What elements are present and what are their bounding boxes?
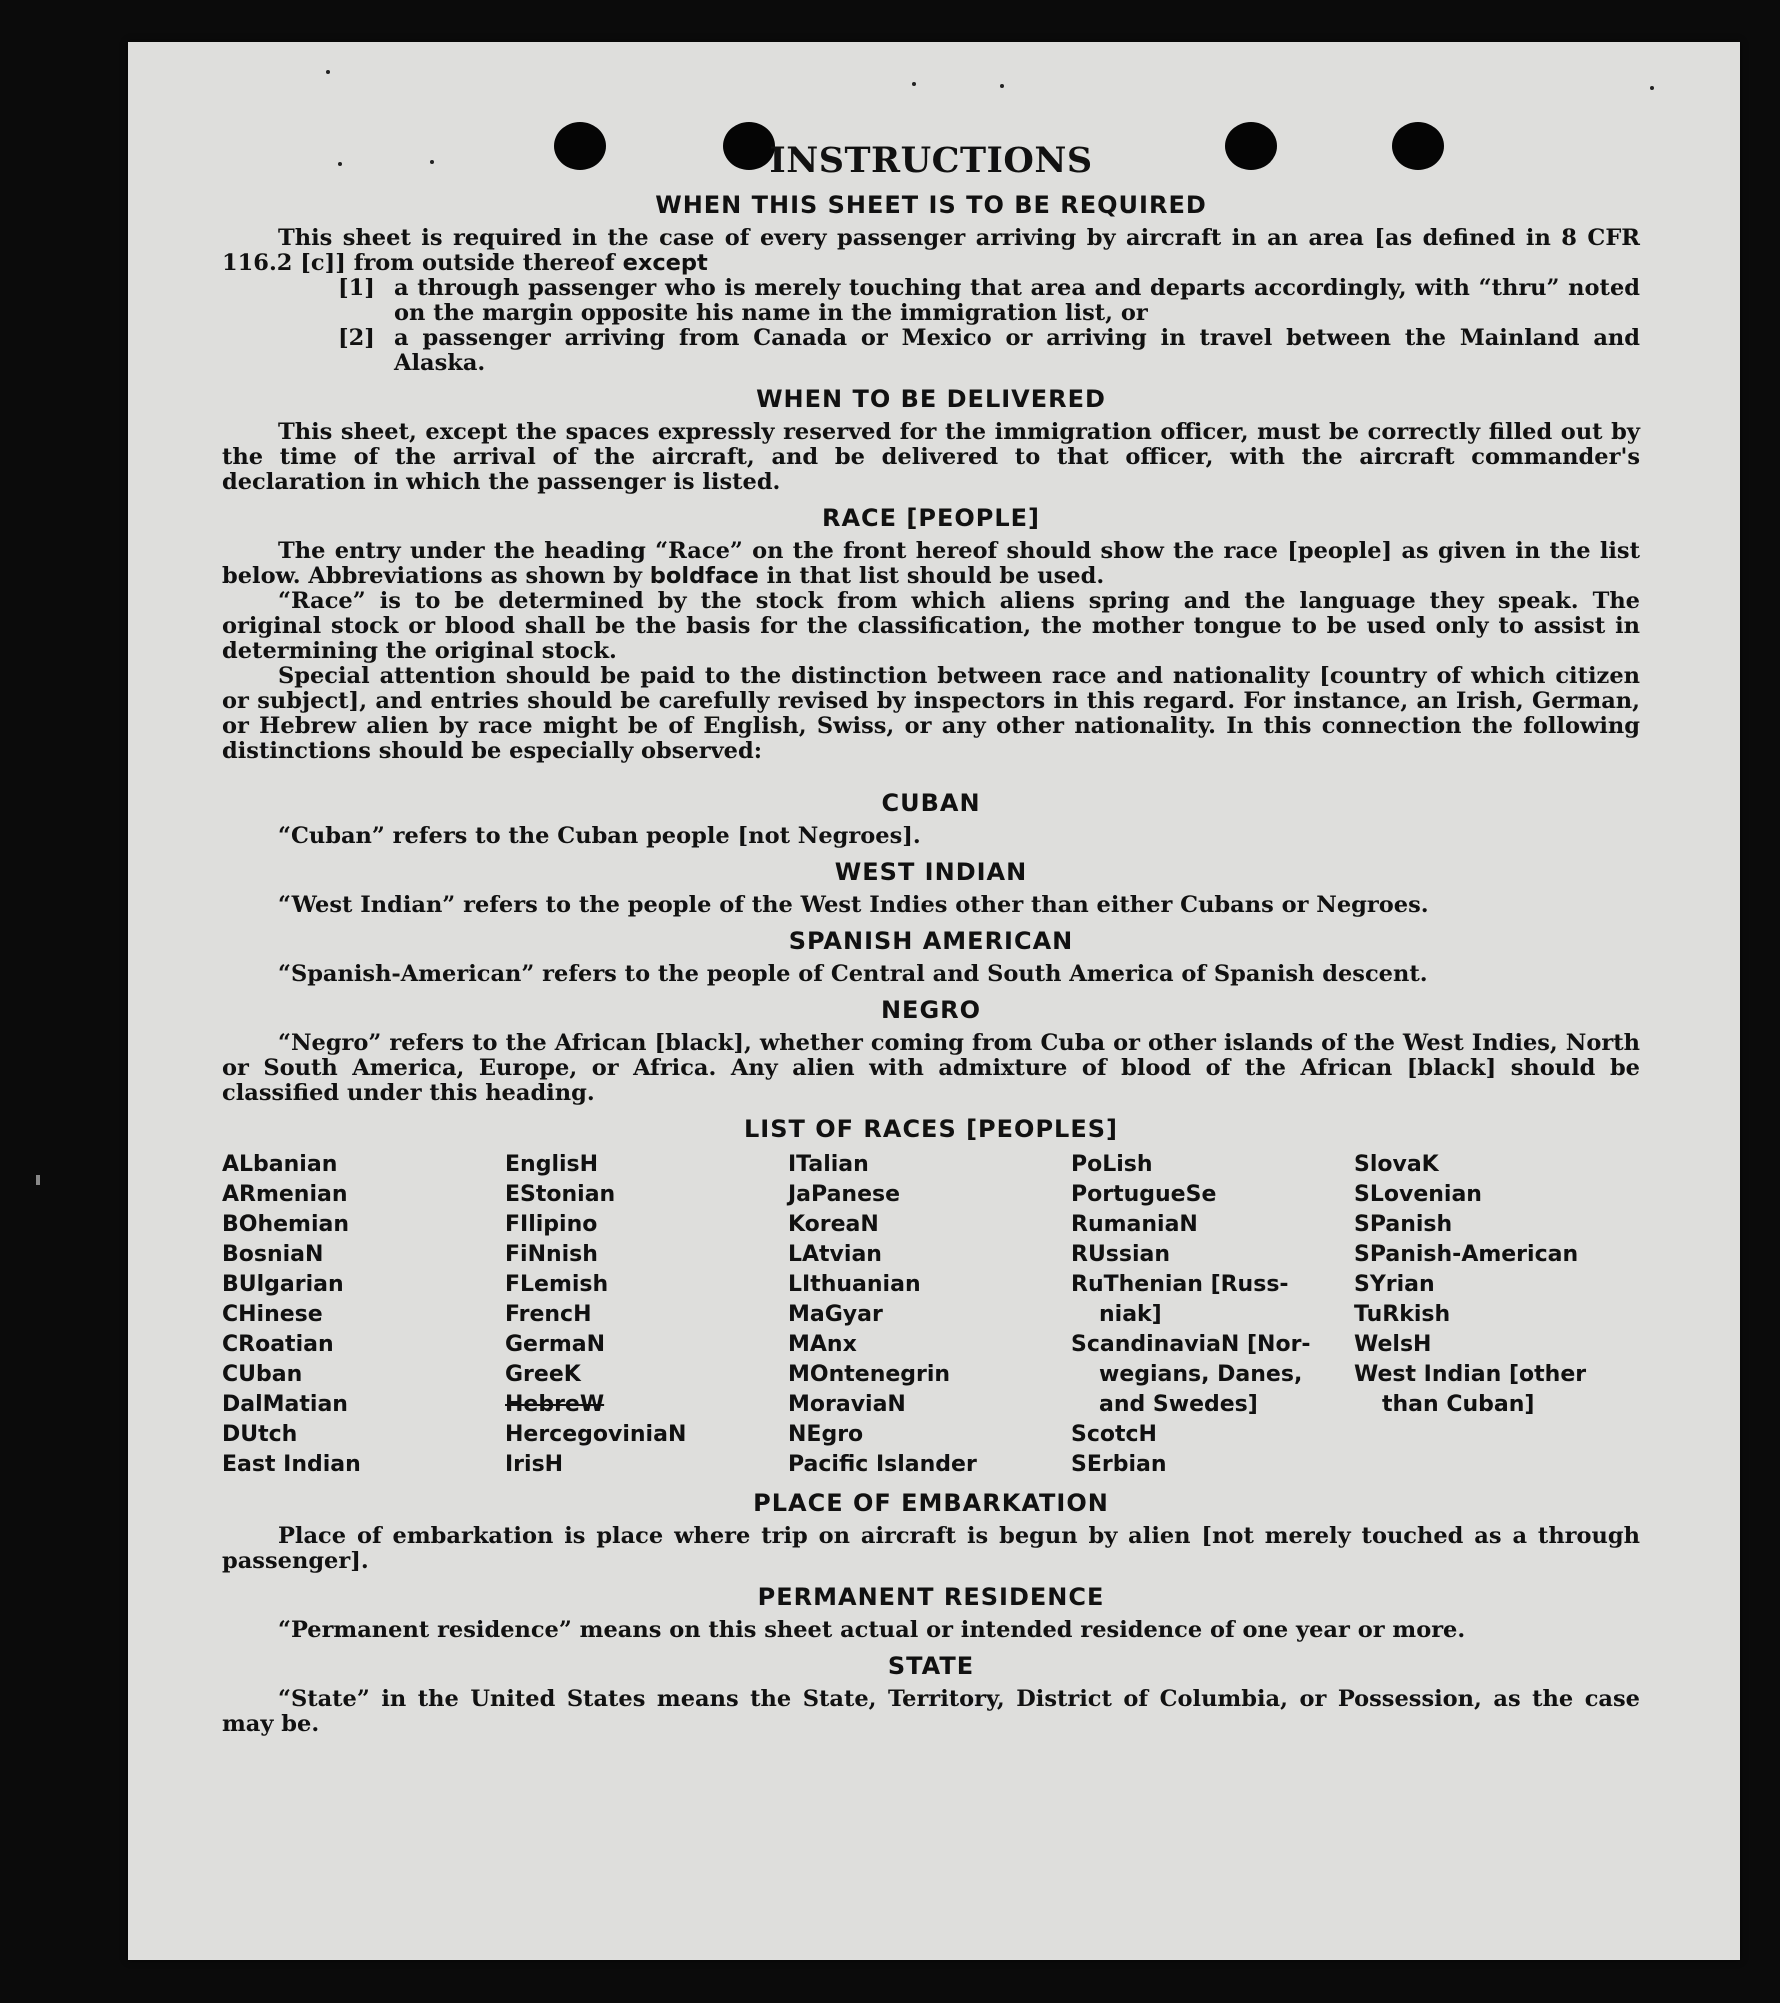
heading-state: STATE [887, 1652, 975, 1680]
race-entry: ARmenian [222, 1182, 348, 1207]
race-entry: LAtvian [788, 1242, 882, 1267]
race-entry: LIthuanian [788, 1272, 921, 1297]
race-entry-continued: wegians, Danes, [1099, 1362, 1303, 1387]
race-entry: PoLish [1071, 1152, 1153, 1177]
embarkation-text: Place of embarkation is place where trip on aircraft is begun by alien [not merely touched as a through passenger]. [222, 1523, 1640, 1574]
page-title: INSTRUCTIONS [769, 140, 1093, 181]
race-entry: JaPanese [788, 1182, 901, 1207]
heading-spanish-american: SPANISH AMERICAN [788, 927, 1074, 955]
exception-item [338, 326, 1640, 376]
race-entry: SLovenian [1354, 1182, 1482, 1207]
heading-list-of-races: LIST OF RACES [PEOPLES] [744, 1115, 1118, 1143]
race-entry: RumaniaN [1071, 1212, 1198, 1237]
race-list [222, 1150, 1640, 1480]
exception-number: [1] [338, 275, 375, 301]
race-entry: SPanish [1354, 1212, 1453, 1237]
race-entry: SYrian [1354, 1272, 1435, 1297]
race-entry: MoraviaN [788, 1392, 906, 1417]
race-entry: RuThenian [Russ- [1071, 1272, 1289, 1297]
race-entry: ITalian [788, 1152, 869, 1177]
race-entry: FIlipino [505, 1212, 598, 1237]
race-entry: ALbanian [222, 1152, 338, 1177]
boldface-word: boldface [649, 563, 759, 589]
race-entry: Pacific Islander [788, 1452, 977, 1477]
race-entry: SlovaK [1354, 1152, 1439, 1177]
race-column [1354, 1150, 1644, 1480]
race-entry: MAnx [788, 1332, 857, 1357]
heading-residence: PERMANENT RESIDENCE [757, 1583, 1105, 1611]
race-entry: HercegoviniaN [505, 1422, 687, 1447]
margin-mark [36, 1175, 40, 1185]
race-entry: FLemish [505, 1272, 609, 1297]
race-entry: TuRkish [1354, 1302, 1451, 1327]
race-entry: ScotcH [1071, 1422, 1157, 1447]
exception-text: a passenger arriving from Canada or Mexico or arriving in travel between the Mainland and Alaska. [394, 325, 1640, 376]
race-entry-continued: than Cuban] [1382, 1392, 1535, 1417]
race-entry: CUban [222, 1362, 303, 1387]
race-entry: RUssian [1071, 1242, 1171, 1267]
race-entry: East Indian [222, 1452, 361, 1477]
exception-text: a through passenger who is merely touching that area and departs accordingly, with “thru” noted on the margin opposite his name in the immigration list, or [394, 275, 1640, 326]
race-column [788, 1150, 1071, 1480]
race-entry: MaGyar [788, 1302, 883, 1327]
speck [912, 82, 916, 86]
race-column [222, 1150, 505, 1480]
race-entry: NEgro [788, 1422, 864, 1447]
race-paragraph-2: “Race” is to be determined by the stock from which aliens spring and the language they speak. The original stock or blood shall be the basis for the classification, the mother tongue to be used only to assist in determining the original stock. [222, 588, 1640, 664]
negro-text: “Negro” refers to the African [black], whether coming from Cuba or other islands of the West Indies, North or South America, Europe, or Africa. Any alien with admixture of blood of the African [black] should be classified under this heading. [222, 1030, 1640, 1106]
race-entry: BosniaN [222, 1242, 324, 1267]
race-entry: FrencH [505, 1302, 592, 1327]
race-entry: FiNnish [505, 1242, 598, 1267]
cuban-text: “Cuban” refers to the Cuban people [not Negroes]. [278, 823, 921, 849]
heading-embarkation: PLACE OF EMBARKATION [753, 1489, 1109, 1517]
race-entry: BUlgarian [222, 1272, 344, 1297]
heading-negro: NEGRO [880, 996, 982, 1024]
race-entry: ScandinaviaN [Nor- [1071, 1332, 1311, 1357]
heading-cuban: CUBAN [881, 789, 981, 817]
heading-required: WHEN THIS SHEET IS TO BE REQUIRED [655, 191, 1207, 219]
race-entry: KoreaN [788, 1212, 879, 1237]
residence-text: “Permanent residence” means on this sheet actual or intended residence of one year or more. [278, 1617, 1466, 1643]
race-column [505, 1150, 788, 1480]
exception-item [338, 276, 1640, 326]
heading-delivered: WHEN TO BE DELIVERED [756, 385, 1106, 413]
speck [1650, 86, 1654, 90]
race-entry: DUtch [222, 1422, 298, 1447]
race-entry: PortugueSe [1071, 1182, 1217, 1207]
race-entry: EStonian [505, 1182, 616, 1207]
race-paragraph-3: Special attention should be paid to the distinction between race and nationality [country of which citizen or subject], and entries should be carefully revised by inspectors in this regard. For instance, an Irish, German, or Hebrew alien by race might be of English, Swiss, or any other nationality. In this connection the following distinctions should be especially observed: [222, 663, 1640, 764]
race-entry: MOntenegrin [788, 1362, 951, 1387]
speck [1000, 84, 1004, 88]
race-entry: CRoatian [222, 1332, 334, 1357]
delivered-text: This sheet, except the spaces expressly reserved for the immigration officer, must be correctly filled out by the time of the arrival of the aircraft, and be delivered to that officer, with the aircraft commander's declaration in which the passenger is listed. [222, 419, 1640, 495]
race-entry: WelsH [1354, 1332, 1432, 1357]
race-entry: GreeK [505, 1362, 581, 1387]
race-entry: IrisH [505, 1452, 564, 1477]
required-intro: This sheet is required in the case of every passenger arriving by aircraft in an area [as defined in 8 CFR 116.2 [c]] from outside thereof except [222, 225, 1640, 276]
race-entry: CHinese [222, 1302, 323, 1327]
heading-race: RACE [PEOPLE] [821, 504, 1041, 532]
race-entry: GermaN [505, 1332, 606, 1357]
spanish-american-text: “Spanish-American” refers to the people of Central and South America of Spanish descent. [278, 961, 1428, 987]
heading-west-indian: WEST INDIAN [834, 858, 1028, 886]
except-word: except [622, 250, 708, 276]
race-entry-struck: HebreW [505, 1392, 605, 1417]
instructions-content [222, 140, 1640, 1737]
race-column [1071, 1150, 1354, 1480]
race-entry: BOhemian [222, 1212, 350, 1237]
exception-number: [2] [338, 325, 375, 351]
race-entry: SPanish-American [1354, 1242, 1579, 1267]
race-entry: EnglisH [505, 1152, 599, 1177]
race-entry: DalMatian [222, 1392, 348, 1417]
race-entry: West Indian [other [1354, 1362, 1587, 1387]
race-paragraph-1: The entry under the heading “Race” on the front hereof should show the race [people] as given in the list below. Abbreviations as shown by boldface in that list should be used. [222, 538, 1640, 589]
race-entry-continued: and Swedes] [1099, 1392, 1258, 1417]
speck [326, 70, 330, 74]
west-indian-text: “West Indian” refers to the people of the West Indies other than either Cubans or Negroes. [278, 892, 1429, 918]
state-text: “State” in the United States means the State, Territory, District of Columbia, or Possession, as the case may be. [222, 1686, 1640, 1737]
race-entry: SErbian [1071, 1452, 1167, 1477]
race-entry-continued: niak] [1099, 1302, 1162, 1327]
